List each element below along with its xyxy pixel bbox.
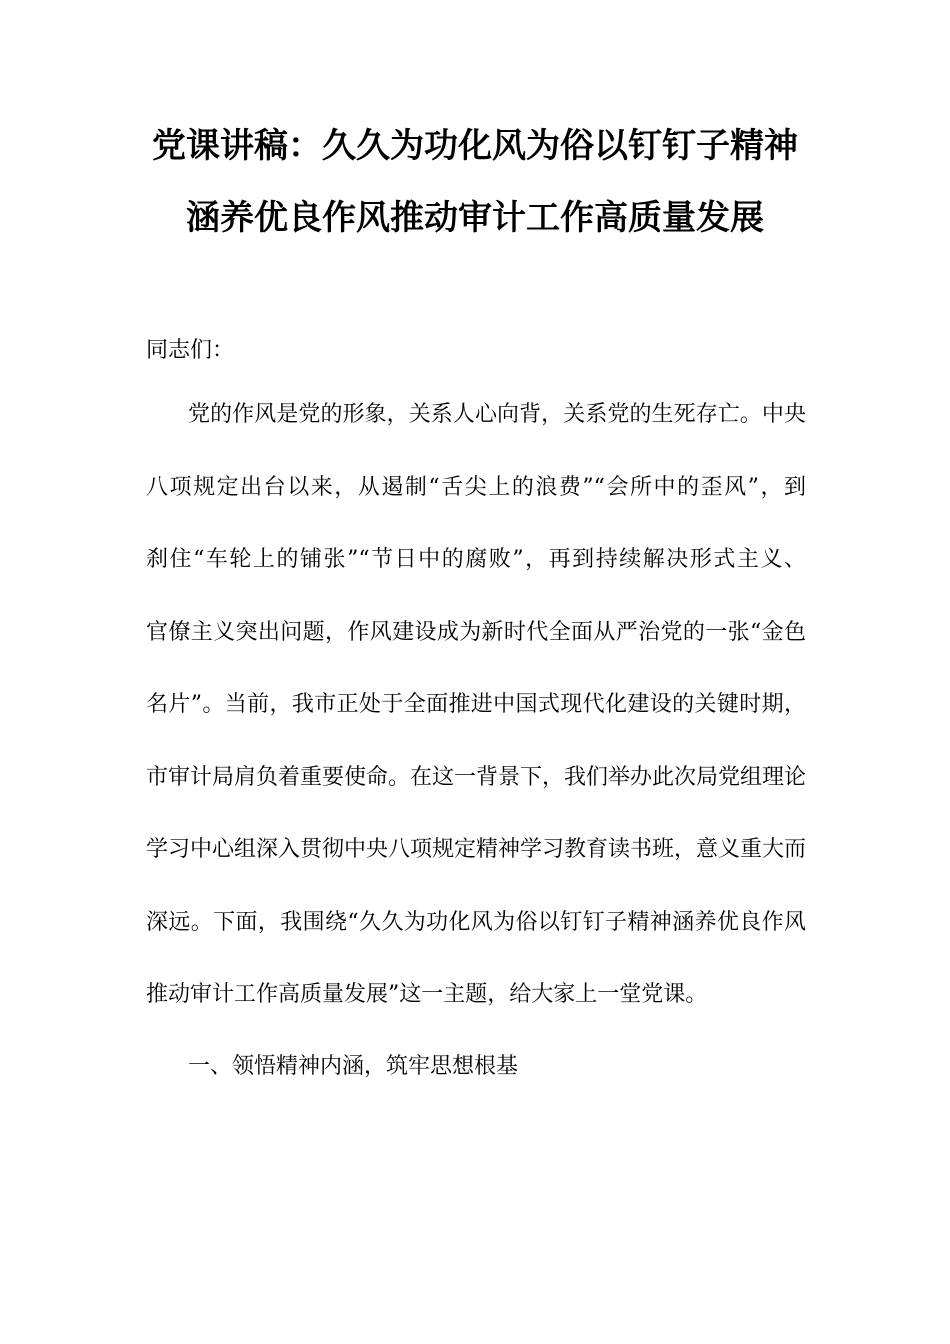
paragraph-line: 官僚主义突出问题，作风建设成为新时代全面从严治党的一张“金色 bbox=[146, 620, 806, 645]
document-title-line-2: 涵养优良作风推动审计工作高质量发展 bbox=[186, 198, 764, 238]
paragraph-line: 深远。下面，我围绕“久久为功化风为俗以钉钉子精神涵养优良作风 bbox=[146, 910, 806, 935]
paragraph-line: 党的作风是党的形象，关系人心向背，关系党的生死存亡。中央 bbox=[188, 402, 806, 427]
paragraph-line: 名片”。当前，我市正处于全面推进中国式现代化建设的关键时期， bbox=[146, 692, 806, 717]
paragraph-line: 市审计局肩负着重要使命。在这一背景下，我们举办此次局党组理论 bbox=[146, 765, 807, 790]
section-heading: 一、领悟精神内涵，筑牢思想根基 bbox=[188, 1054, 519, 1079]
paragraph-line: 刹住“车轮上的铺张”“节日中的腐败”，再到持续解决形式主义、 bbox=[146, 547, 806, 572]
document-title-line-1: 党课讲稿：久久为功化风为俗以钉钉子精神 bbox=[152, 126, 798, 166]
paragraph-line: 学习中心组深入贯彻中央八项规定精神学习教育读书班，意义重大而 bbox=[146, 837, 807, 862]
paragraph-line: 八项规定出台以来，从遏制“舌尖上的浪费”“会所中的歪风”，到 bbox=[146, 475, 806, 500]
salutation: 同志们： bbox=[146, 338, 235, 363]
paragraph-line: 推动审计工作高质量发展”这一主题，给大家上一堂党课。 bbox=[146, 982, 708, 1007]
